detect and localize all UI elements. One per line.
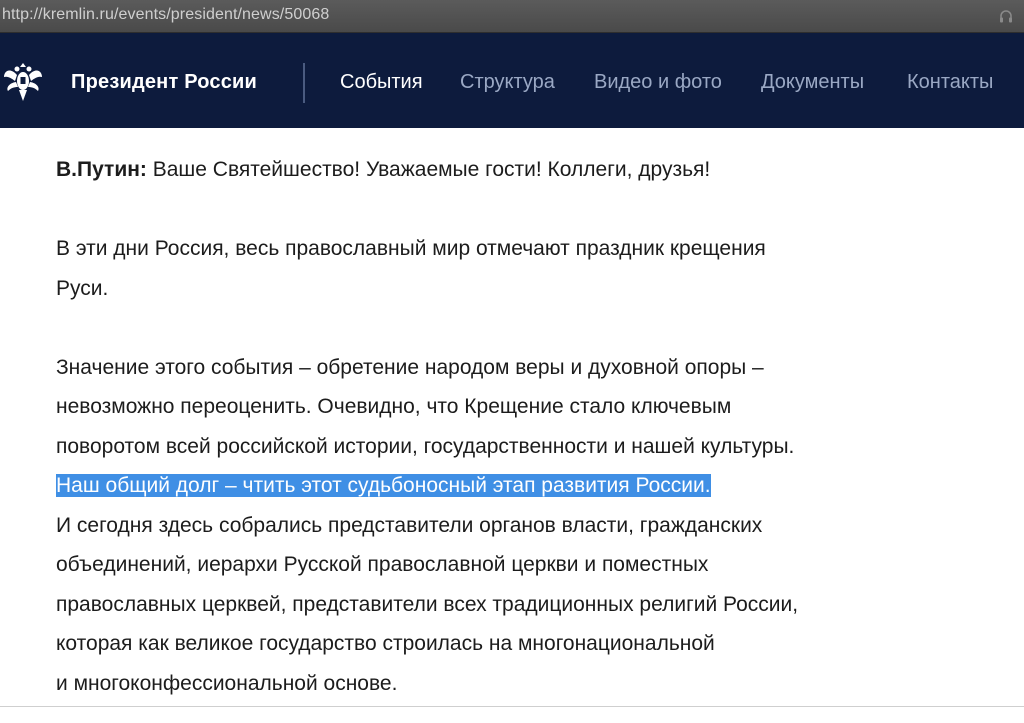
paragraph-line: Руси. — [56, 276, 109, 300]
paragraph-line: и многоконфессиональной основе. — [56, 671, 398, 695]
bottom-divider — [0, 706, 1024, 707]
article-body — [56, 150, 986, 703]
paragraph-line: объединений, иерархи Русской православной церкви и поместных — [56, 553, 709, 576]
speaker-name: В.Путин: — [56, 158, 147, 181]
site-title[interactable]: Президент России — [71, 71, 258, 93]
greeting-line — [56, 150, 986, 190]
paragraph-line: которая как великое государство строилась на многонациональной — [56, 632, 715, 655]
paragraph-line: невозможно переоценить. Очевидно, что Крещение стало ключевым — [56, 395, 732, 418]
russian-emblem-logo[interactable] — [2, 57, 44, 103]
text-selection[interactable]: Наш общий долг – чтить этот судьбоносный этап развития России. — [56, 474, 711, 497]
headphones-icon[interactable] — [998, 8, 1014, 24]
nav-item-contacts[interactable]: Контакты — [907, 71, 994, 93]
paragraph-line: православных церквей, представители всех традиционных религий России, — [56, 592, 799, 616]
nav-item-structure[interactable]: Структура — [460, 71, 555, 93]
site-header — [0, 33, 1024, 128]
highlighted-line[interactable] — [56, 466, 986, 506]
content-top-spacer — [0, 128, 1024, 138]
header-divider — [303, 63, 305, 103]
paragraph-line: Значение этого события – обретение народом веры и духовной опоры – — [56, 355, 764, 379]
address-bar[interactable] — [0, 0, 1024, 33]
nav-item-video-photo[interactable]: Видео и фото — [594, 71, 722, 93]
address-url[interactable]: http://kremlin.ru/events/president/news/50068 — [2, 6, 330, 23]
nav-item-documents[interactable]: Документы — [761, 71, 865, 93]
paragraph-line: поворотом всей российской истории, государственности и нашей культуры. — [56, 434, 795, 458]
nav-item-events[interactable]: События — [340, 71, 423, 93]
greeting-text: Ваше Святейшество! Уважаемые гости! Коллеги, друзья! — [146, 158, 711, 181]
paragraph-line: И сегодня здесь собрались представители органов власти, гражданских — [56, 513, 763, 537]
paragraph-line: В эти дни Россия, весь православный мир отмечают праздник крещения — [56, 237, 766, 260]
